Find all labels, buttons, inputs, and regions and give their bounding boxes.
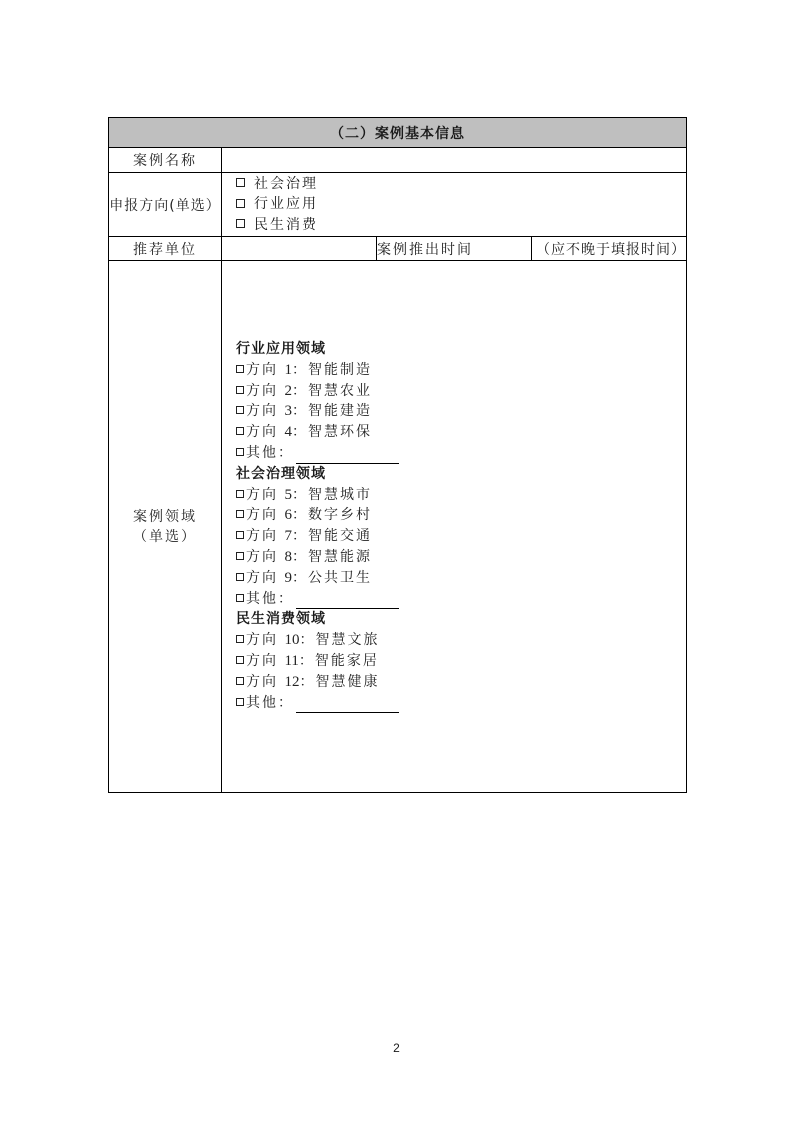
launch-time-label: 案例推出时间 [377, 237, 532, 261]
direction-option-industry[interactable]: 行业应用 [236, 194, 686, 215]
checkbox-icon[interactable] [236, 531, 244, 539]
direction-option-social[interactable]: 社会治理 [236, 174, 686, 195]
field-option[interactable]: 方向 3：智能建造 [236, 401, 686, 422]
checkbox-icon[interactable] [236, 178, 245, 187]
case-field-options [222, 261, 687, 793]
launch-time-field[interactable]: （应不晚于填报时间） [532, 237, 687, 261]
field-option[interactable]: 方向 10：智慧文旅 [236, 630, 686, 651]
case-name-field[interactable] [222, 148, 687, 173]
checkbox-icon[interactable] [236, 594, 244, 602]
case-info-table [108, 117, 687, 793]
field-option[interactable]: 方向 11：智能家居 [236, 651, 686, 672]
direction-label: 申报方向(单选） [109, 173, 222, 237]
case-name-label: 案例名称 [109, 148, 222, 173]
checkbox-icon[interactable] [236, 427, 244, 435]
direction-option-consumer[interactable]: 民生消费 [236, 215, 686, 236]
checkbox-icon[interactable] [236, 199, 245, 208]
field-option[interactable]: 方向 12：智慧健康 [236, 672, 686, 693]
checkbox-icon[interactable] [236, 219, 245, 228]
checkbox-icon[interactable] [236, 677, 244, 685]
group-title-social: 社会治理领域 [236, 465, 326, 482]
checkbox-icon[interactable] [236, 698, 244, 706]
field-option[interactable]: 方向 4：智慧环保 [236, 422, 686, 443]
checkbox-icon[interactable] [236, 635, 244, 643]
checkbox-icon[interactable] [236, 490, 244, 498]
other-input-line[interactable] [296, 698, 399, 713]
field-option-other[interactable]: 其他： [236, 693, 686, 714]
other-input-line[interactable] [296, 449, 399, 464]
checkbox-icon[interactable] [236, 386, 244, 394]
field-option[interactable]: 方向 6：数字乡村 [236, 505, 686, 526]
direction-options [222, 173, 687, 237]
field-option[interactable]: 方向 7：智能交通 [236, 526, 686, 547]
case-field-label: 案例领域 （单选） [109, 261, 222, 793]
checkbox-icon[interactable] [236, 365, 244, 373]
field-option-other[interactable]: 其他： [236, 589, 686, 610]
field-option[interactable]: 方向 9：公共卫生 [236, 568, 686, 589]
checkbox-icon[interactable] [236, 656, 244, 664]
field-option-other[interactable]: 其他： [236, 443, 686, 464]
checkbox-icon[interactable] [236, 448, 244, 456]
recommender-field[interactable] [222, 237, 377, 261]
checkbox-icon[interactable] [236, 552, 244, 560]
checkbox-icon[interactable] [236, 510, 244, 518]
checkbox-icon[interactable] [236, 573, 244, 581]
other-input-line[interactable] [296, 594, 399, 609]
field-option[interactable]: 方向 5：智慧城市 [236, 485, 686, 506]
recommender-label: 推荐单位 [109, 237, 222, 261]
checkbox-icon[interactable] [236, 406, 244, 414]
section-title: （二）案例基本信息 [109, 118, 687, 148]
page-number: 2 [393, 1041, 400, 1055]
field-option[interactable]: 方向 8：智慧能源 [236, 547, 686, 568]
group-title-industry: 行业应用领域 [236, 341, 326, 357]
group-title-consumer: 民生消费领域 [236, 611, 326, 628]
field-option[interactable]: 方向 1：智能制造 [236, 360, 686, 381]
field-option[interactable]: 方向 2：智慧农业 [236, 381, 686, 402]
